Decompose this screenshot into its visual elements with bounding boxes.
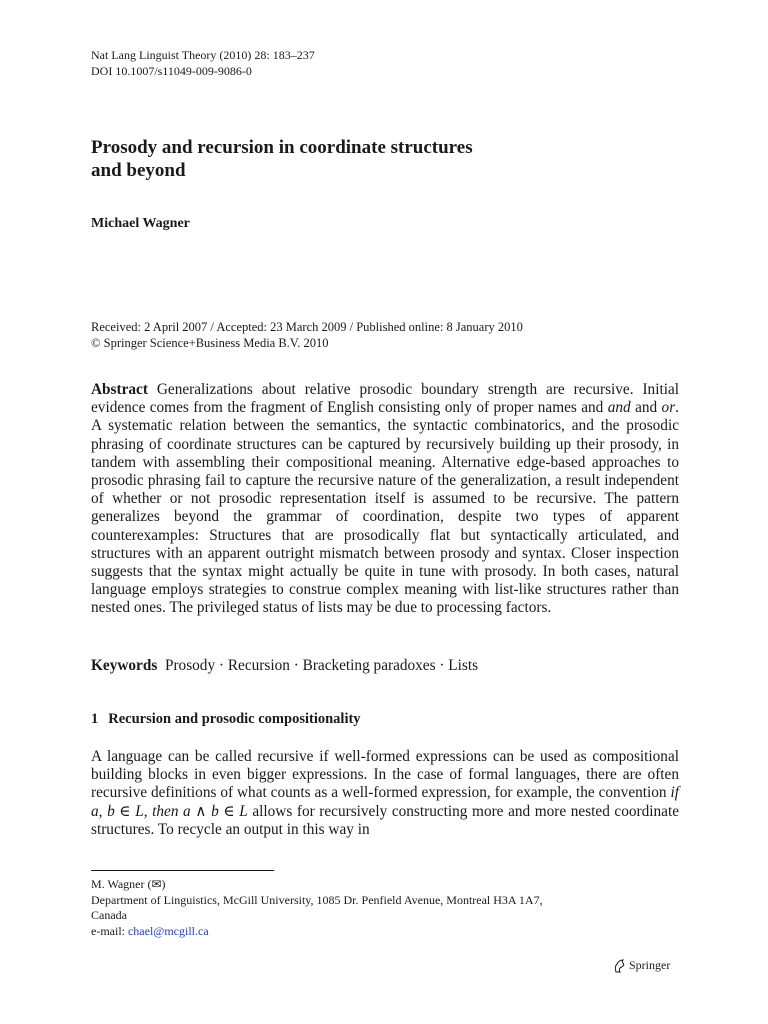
body-text-2: allows for recursively constructing more and more nested coordinate structures. To recycle an output in this way in — [91, 802, 679, 838]
body-formula: if a, b ∈ L, then a ∧ b ∈ L — [91, 784, 679, 820]
doi-line: DOI 10.1007/s11049-009-9086-0 — [91, 64, 252, 78]
received-accepted-line: Received: 2 April 2007 / Accepted: 23 March 2009 / Published online: 8 January 2010 — [91, 320, 523, 334]
publisher-mark — [613, 958, 670, 973]
journal-citation: Nat Lang Linguist Theory (2010) 28: 183–237 — [91, 48, 315, 62]
article-title — [91, 136, 651, 182]
author-footnote — [91, 877, 543, 939]
footnote-affiliation: Department of Linguistics, McGill University, 1085 Dr. Penfield Avenue, Montreal H3A 1A7, — [91, 892, 543, 907]
keywords-label: Keywords — [91, 657, 158, 674]
keywords — [91, 657, 478, 675]
abstract-label: Abstract — [91, 381, 148, 398]
keywords-list: Prosody · Recursion · Bracketing paradoxes · Lists — [164, 657, 479, 674]
section-title: Recursion and prosodic compositionality — [108, 711, 361, 727]
abstract-and-word: and — [607, 399, 631, 417]
section-heading — [91, 711, 361, 728]
abstract-text-2: and — [630, 399, 662, 417]
journal-header — [91, 47, 315, 79]
copyright-line: © Springer Science+Business Media B.V. 2010 — [91, 336, 329, 350]
email-label: e-mail: — [91, 923, 128, 938]
abstract — [91, 381, 679, 618]
footnote-rule — [91, 870, 274, 871]
footnote-email-line — [91, 924, 543, 940]
abstract-text-1: Generalizations about relative prosodic boundary strength are recursive. Initial evidence comes from the fragment of English consisting only of proper names and — [91, 381, 679, 417]
title-line-1: Prosody and recursion in coordinate structures — [91, 137, 473, 158]
section-number: 1 — [91, 711, 99, 727]
body-paragraph — [91, 748, 679, 839]
abstract-or-word: or — [661, 399, 676, 417]
springer-horse-icon — [613, 959, 626, 973]
body-text-1: A language can be called recursive if well-formed expressions can be used as compositional building blocks in even bigger expressions. In the case of formal languages, there are often recursive definitions of what counts as a well-formed expression, for example, the convention — [91, 748, 679, 802]
publisher-name: Springer — [629, 958, 671, 972]
email-link[interactable]: chael@mcgill.ca — [127, 923, 209, 938]
author-name: Michael Wagner — [91, 216, 190, 231]
abstract-text-3: . A systematic relation between the semantics, the syntactic combinatorics, and the prosodic phrasing of coordinate structures can be captured by recursively building up their prosody, in tandem with assembling their compositional meaning. Alternative edge-based approaches to prosodic phrasing fail to capture the recursive nature of the generalization, a result independent of whether or not prosodic representation itself is assumed to be recursive. The pattern generalizes beyond the grammar of coordination, despite two types of apparent counterexamples: Structures that are prosodically flat but syntactically articulated, and structures with an apparent outright mismatch between prosody and syntax. Closer inspection suggests that the syntax might actually be quite in tune with prosody. In both cases, natural language employs strategies to construe complex meaning with list-like structures rather than nested ones. The privileged status of lists may be due to processing factors. — [91, 399, 679, 617]
footnote-country: Canada — [91, 908, 127, 922]
publication-dates — [91, 319, 523, 351]
footnote-author: M. Wagner (✉) — [91, 877, 166, 891]
title-line-2: and beyond — [91, 160, 186, 181]
